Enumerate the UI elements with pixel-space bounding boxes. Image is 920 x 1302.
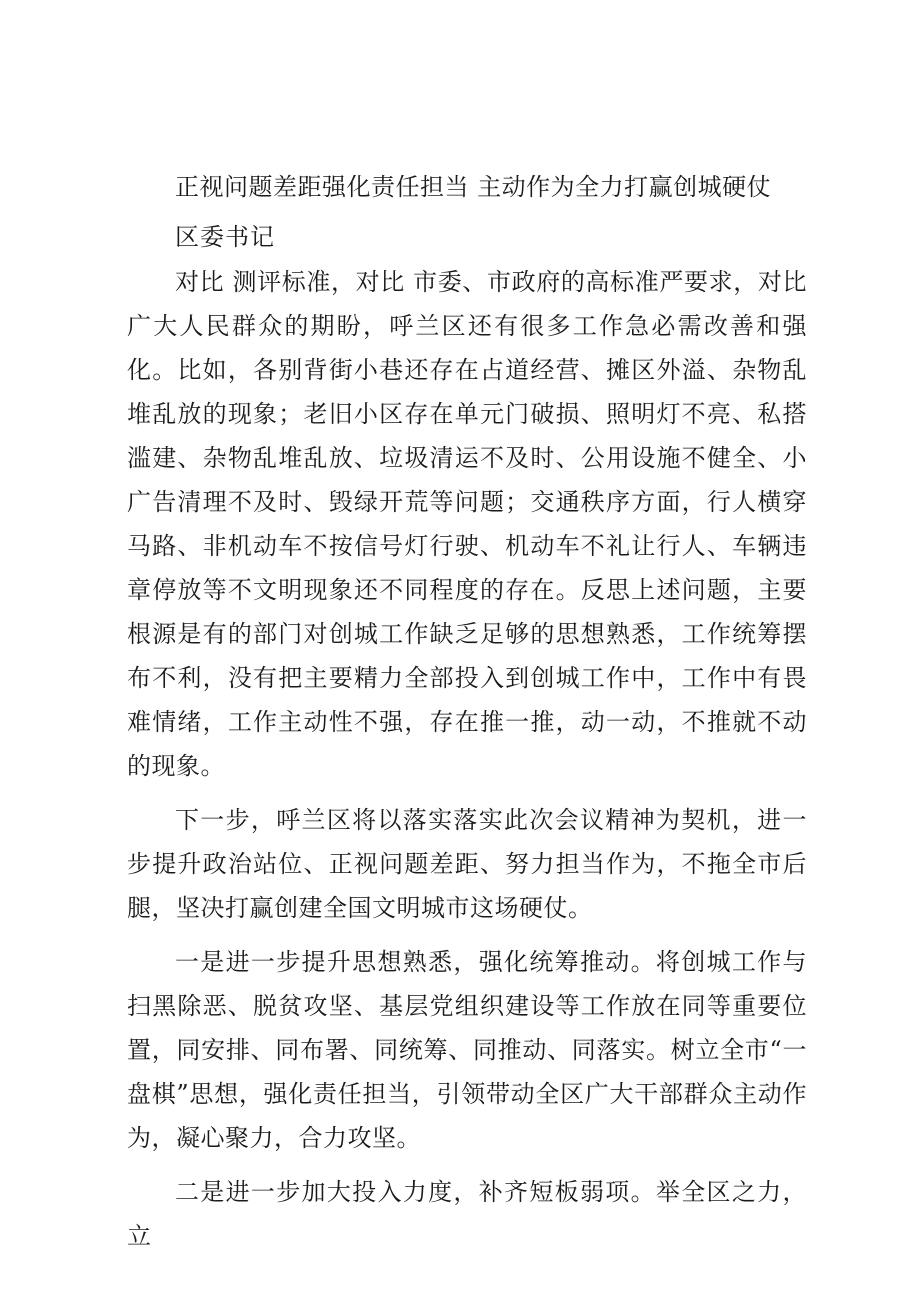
paragraph-1: 对比 测评标准，对比 市委、市政府的高标准严要求，对比广大人民群众的期盼，呼兰区还有很多工作急必需改善和强化。比如，各别背街小巷还存在占道经营、摊区外溢、杂物乱堆乱放的现象；老旧小区存在单元门破损、照明灯不亮、私搭滥建、杂物乱堆乱放、垃圾清运不及时、公用设施不健全、小广告清理不及时、毁绿开荒等问题；交通秩序方面，行人横穿马路、非机动车不按信号灯行驶、机动车不礼让行人、车辆违章停放等不文明现象还不同程度的存在。反思上述问题，主要根源是有的部门对创城工作缺乏足够的思想熟悉，工作统筹摆布不利，没有把主要精力全部投入到创城工作中，工作中有畏难情绪，工作主动性不强，存在推一推，动一动，不推就不动的现象。 [127, 268, 807, 780]
document-author: 区委书记 [175, 223, 275, 251]
paragraph-4: 二是进一步加大投入力度，补齐短板弱项。举全区之力，立 [127, 1178, 807, 1250]
paragraph-2: 下一步，呼兰区将以落实落实此次会议精神为契机，进一步提升政治站位、正视问题差距、努力担当作为，不拖全市后腿，坚决打赢创建全国文明城市这场硬仗。 [127, 806, 807, 922]
paragraph-3: 一是进一步提升思想熟悉，强化统筹推动。将创城工作与扫黑除恶、脱贫攻坚、基层党组织建设等工作放在同等重要位置，同安排、同布署、同统筹、同推动、同落实。树立全市“一盘棋”思想，强化责任担当，引领带动全区广大干部群众主动作为，凝心聚力，合力攻坚。 [127, 948, 807, 1152]
document-body [127, 162, 807, 1268]
document-title: 正视问题差距强化责任担当 主动作为全力打赢创城硬仗 [175, 173, 772, 201]
